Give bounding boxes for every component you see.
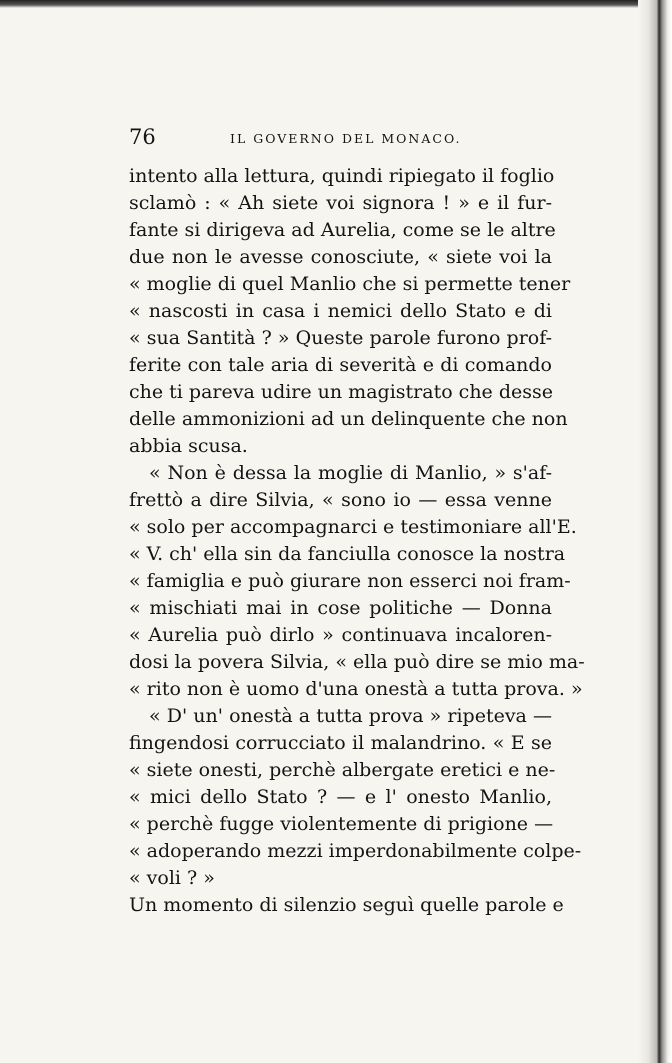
text-line-8: ferite con tale aria di severità e di comando [129,354,552,376]
text-line-23: « siete onesti, perchè albergate eretici e ne- [129,759,556,781]
text-line-2: sclamò : « Ah siete voi signora ! » e il fur- [129,192,552,214]
page-top-edge [0,0,672,8]
text-line-17: « mischiati mai in cose politiche — Donna [129,597,552,619]
page-number: 76 [129,125,156,149]
text-line-19: dosi la povera Silvia, « ella può dire se mio ma- [129,651,585,673]
text-line-1: intento alla lettura, quindi ripiegato il foglio [129,165,555,187]
text-line-15: « V. ch' ella sin da fanciulla conosce la nostra [129,543,566,565]
text-line-13: frettò a dire Silvia, « sono io — essa venne [129,489,552,511]
text-line-24: « mici dello Stato ? — e l' onesto Manlio, [129,786,552,808]
text-line-4: due non le avesse conosciute, « siete voi la [129,246,552,268]
text-line-28: Un momento di silenzio seguì quelle parole e [129,894,564,916]
running-head: IL GOVERNO DEL MONACO. [230,131,462,146]
text-line-21: « D' un' onestà a tutta prova » ripeteva — [149,705,552,727]
page-header [129,122,549,154]
text-line-25: « perchè fugge violentemente di prigione — [129,813,554,835]
text-line-3: fante si dirigeva ad Aurelia, come se le altre [129,219,556,241]
text-line-27: « voli ? » [129,867,215,889]
text-line-12: « Non è dessa la moglie di Manlio, » s'af- [149,462,552,484]
text-line-7: « sua Santità ? » Queste parole furono prof- [129,327,552,349]
text-line-11: abbia scusa. [129,435,248,457]
text-line-16: « famiglia e può giurare non esserci noi fram- [129,570,571,592]
text-line-22: fingendosi corrucciato il malandrino. « E se [129,732,552,754]
text-line-10: delle ammonizioni ad un delinquente che non [129,408,568,430]
text-line-9: che ti pareva udire un magistrato che desse [129,381,553,403]
page-binding-edge [638,0,672,1063]
text-line-26: « adoperando mezzi imperdonabilmente colpe- [129,840,582,862]
text-line-14: « solo per accompagnarci e testimoniare all'E. [129,516,577,538]
text-line-6: « nascosti in casa i nemici dello Stato e di [129,300,552,322]
text-line-5: « moglie di quel Manlio che si permette tener [129,273,571,295]
text-line-20: « rito non è uomo d'una onestà a tutta prova. » [129,678,583,700]
text-line-18: « Aurelia può dirlo » continuava incaloren- [129,624,552,646]
body-text [129,163,585,919]
